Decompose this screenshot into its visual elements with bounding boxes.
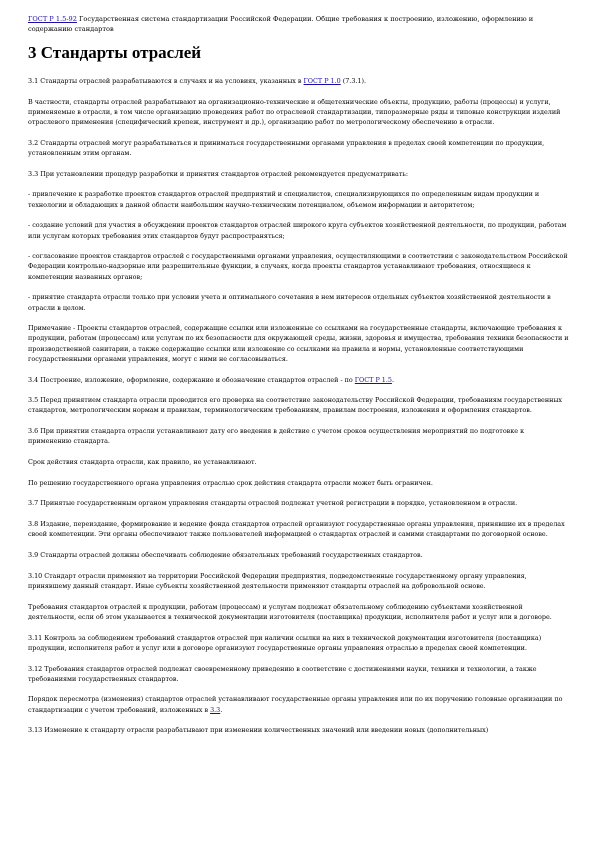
paragraph-3-12: 3.12 Требования стандартов отраслей подлежат своевременному приведению в соответствие с достижениями науки, техники и технологии, а также требованиями государственных стандартов. (28, 664, 537, 683)
paragraph-text: 3.4 Построение, изложение, оформление, содержание и обозначение стандартов отраслей - по (28, 375, 355, 384)
breadcrumb-text: Государственная система стандартизации Российской Федерации. Общие требования к построению, изложению, оформлению и содержанию стандартов (28, 15, 534, 33)
paragraph-text: Порядок пересмотра (изменения) стандартов отраслей устанавливают государственные органы управления или по их поручению головные организации по стандартизации с учетом требований, изложенных в (28, 695, 563, 714)
paragraph: В частности, стандарты отраслей разрабатывают на организационно-технические и общетехнические объекты, продукцию, работы (процессы) и услуги, применяемые в отрасли, в том числе организацию проведения работ по отраслевой стандартизации, типоразмерные ряды и типовые конструкции изделий отраслевого применения (специфический крепеж, инструмент и др.), организацию работ по метрологическому обеспечению в отрасли. (28, 97, 561, 127)
paragraph-3-8: 3.8 Издание, переиздание, формирование и ведение фонда стандартов отраслей организуют государственные органы управления, принявшие их в пределах своей компетенции. Эти органы обеспечивают также пользователей информацией о стандартах отраслей и самими стандартами по договорной основе. (28, 520, 565, 539)
list-item: - привлечение к разработке проектов стандартов отраслей предприятий и специалистов, специализирующихся по определенным видам продукции и технологии и обладающих в данной области наибольшим научно-техническим потенциалом, объемом информации и авторитетом; (28, 190, 540, 209)
link-gost-r-1-0[interactable]: ГОСТ Р 1.0 (303, 77, 341, 85)
breadcrumb (28, 14, 569, 34)
note-paragraph: Примечание - Проекты стандартов отраслей, содержащие ссылки или изложенные со ссылками на государственные стандарты, включающие требования к продукции, работам (процессам) или услугам по их безопасности для окружающей среды, жизни, здоровья и имущества, требования техники безопасности и производственной санитарии, а также содержащие ссылки или изложение со ссылками на правила и нормы, установленные соответствующими государственными органами управления, могут с ними не согласовываться. (28, 324, 569, 363)
paragraph-text: (7.3.1). (340, 77, 367, 85)
list-item: - создание условий для участия в обсуждении проектов стандартов отраслей широкого круга субъектов хозяйственной деятельности, по продукции, работам или услугам которых требования этих стандартов будут распространяться; (28, 221, 567, 240)
paragraph: По решению государственного органа управления отраслью срок действия стандарта отрасли может быть ограничен. (28, 478, 433, 487)
paragraph-text: 3.1 Стандарты отраслей разрабатываются в случаях и на условиях, указанных в (28, 77, 304, 85)
paragraph-3-5: 3.5 Перед принятием стандарта отрасли проводится его проверка на соответствие законодательству Российской Федерации, требованиям государственных стандартов, метрологическим нормам и правилам, терминологическим требованиям, правилам построения, изложения и оформления стандартов. (28, 396, 563, 415)
paragraph-3-13: 3.13 Изменение к стандарту отрасли разрабатывают при изменении количественных значений или введении новых (дополнительных) (28, 726, 489, 735)
link-3-3[interactable]: 3.3 (210, 705, 221, 714)
paragraph: Требования стандартов отраслей к продукции, работам (процессам) и услугам подлежат обязательному соблюдению субъектами хозяйственной деятельности, если об этом указывается в технической документации изготовителя (поставщика) продукции, исполнителя работ и услуг или в договоре. (28, 602, 552, 621)
list-item: - согласование проектов стандартов отраслей с государственными органами управления, осуществляющими в соответствии с законодательством Российской Федерации контрольно-надзорные или разрешительные функции, в случаях, когда проекты стандартов устанавливают требования, относящиеся к компетенции названных органов; (28, 252, 568, 281)
paragraph: Срок действия стандарта отрасли, как правило, не устанавливают. (28, 458, 257, 467)
paragraph-3-10: 3.10 Стандарт отрасли применяют на территории Российской Федерации предприятия, подведомственные государственному органу управления, принявшему данный стандарт. Иные субъекты хозяйственной деятельности применяют стандарты отраслей на добровольной основе. (28, 571, 527, 590)
list-item: - принятие стандарта отрасли только при условии учета и оптимального сочетания в нем интересов отдельных субъектов хозяйственной деятельности в отрасли в целом. (28, 293, 551, 312)
breadcrumb-link-gost-r-1-5-92[interactable]: ГОСТ Р 1.5-92 (28, 15, 77, 23)
link-gost-r-1-5[interactable]: ГОСТ Р 1.5 (354, 375, 392, 384)
paragraph-3-1 (28, 76, 569, 86)
paragraph-3-7: 3.7 Принятые государственным органом управления стандарты отраслей подлежат учетной регистрации в порядке, установленном в отрасли. (28, 499, 518, 508)
paragraph-text: . (391, 375, 394, 384)
paragraph-3-11: 3.11 Контроль за соблюдением требований стандартов отраслей при наличии ссылки на них в технической документации изготовителя (поставщика) продукции, исполнителя работ и услуг или в договоре организуют государственные органы управления отраслью в пределах своей компетенции. (28, 633, 542, 652)
paragraph-3-3: 3.3 При установлении процедур разработки и принятия стандартов отраслей рекомендуется предусматривать: (28, 169, 409, 178)
paragraph-3-2: 3.2 Стандарты отраслей могут разрабатываться и приниматься государственными органами управления в пределах своей компетенции по продукции, установленным этим органам. (28, 138, 545, 158)
paragraph-text: . (220, 705, 223, 714)
paragraph (28, 694, 569, 714)
paragraph-3-4 (28, 375, 569, 385)
paragraph-3-6: 3.6 При принятии стандарта отрасли устанавливают дату его введения в действие с учетом сроков осуществления мероприятий по подготовке к применению стандарта. (28, 427, 525, 446)
page-title: 3 Стандарты отраслей (28, 43, 202, 62)
paragraph-3-9: 3.9 Стандарты отраслей должны обеспечивать соблюдение обязательных требований государственных стандартов. (28, 551, 423, 560)
